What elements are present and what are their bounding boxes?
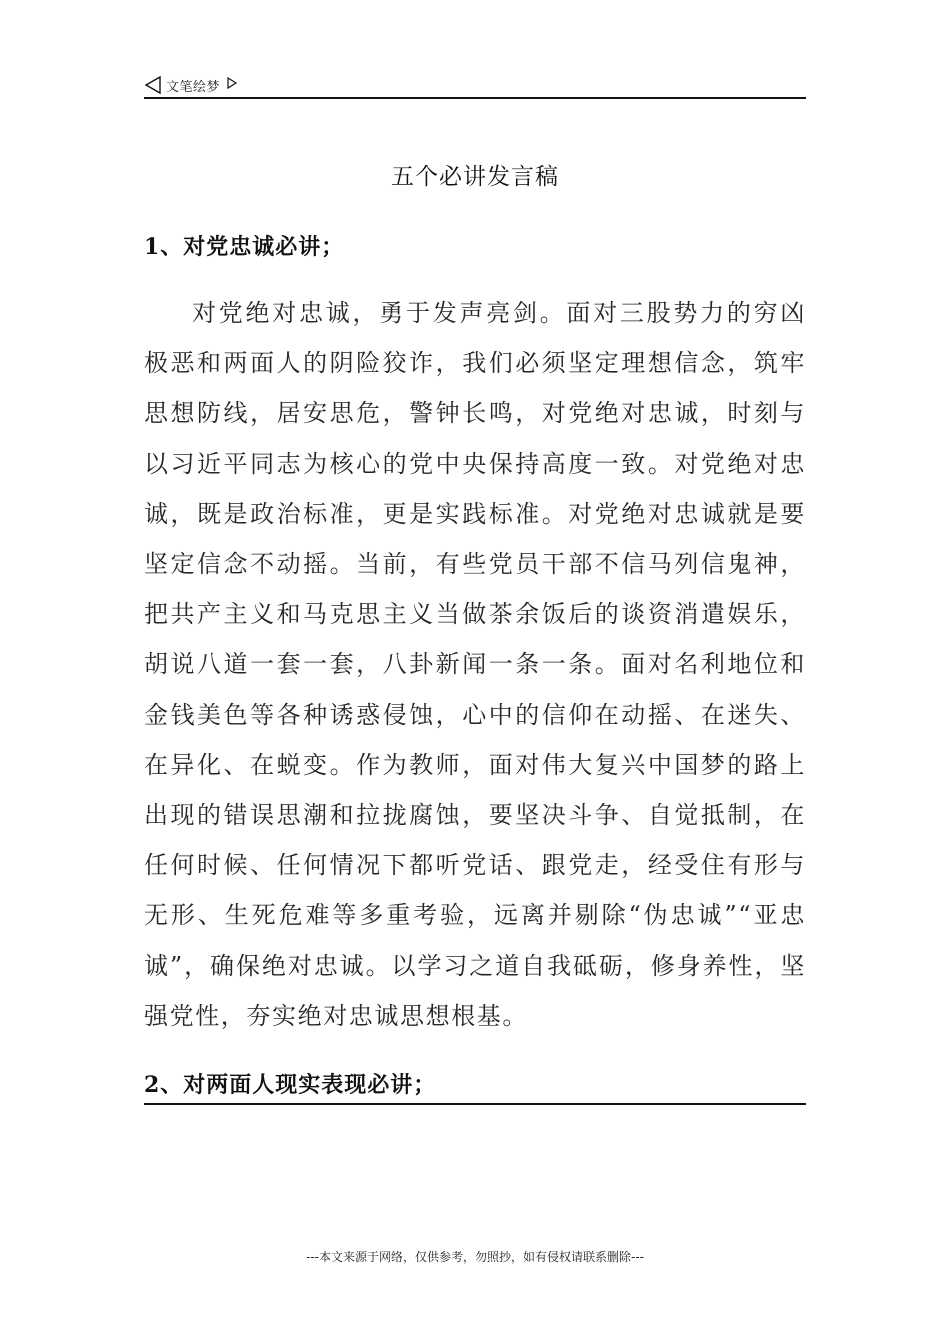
page-header (144, 74, 806, 96)
left-triangle-outline-icon (144, 75, 162, 95)
right-triangle-outline-icon (226, 75, 238, 89)
header-divider (144, 97, 806, 99)
section-2-heading: 2、对两面人现实表现必讲； (144, 1072, 437, 1098)
section-1-heading: 1、对党忠诚必讲； (144, 234, 345, 260)
footer-disclaimer: ---本文来源于网络，仅供参考，勿照抄，如有侵权请联系删除--- (306, 1250, 644, 1264)
document-title: 五个必讲发言稿 (391, 164, 559, 190)
header-label: 文笔绘梦 (166, 79, 221, 95)
section-divider (144, 1103, 806, 1105)
section-1-body: 对党绝对忠诚，勇于发声亮剑。面对三股势力的穷凶极恶和两面人的阴险狡诈，我们必须坚定理想信念，筑牢思想防线，居安思危，警钟长鸣，对党绝对忠诚，时刻与以习近平同志为核心的党中央保持高度一致。对党绝对忠诚，既是政治标准，更是实践标准。对党绝对忠诚就是要坚定信念不动摇。当前，有些党员干部不信马列信鬼神，把共产主义和马克思主义当做茶余饭后的谈资消遣娱乐，胡说八道一套一套，八卦新闻一条一条。面对名利地位和金钱美色等各种诱惑侵蚀，心中的信仰在动摇、在迷失、在异化、在蜕变。作为教师，面对伟大复兴中国梦的路上出现的错误思潮和拉拢腐蚀，要坚决斗争、自觉抵制，在任何时候、任何情况下都听党话、跟党走，经受住有形与无形、生死危难等多重考验，远离并剔除“伪忠诚”“亚忠诚”，确保绝对忠诚。以学习之道自我砥砺，修身养性，坚强党性，夯实绝对忠诚思想根基。 (144, 299, 806, 1030)
